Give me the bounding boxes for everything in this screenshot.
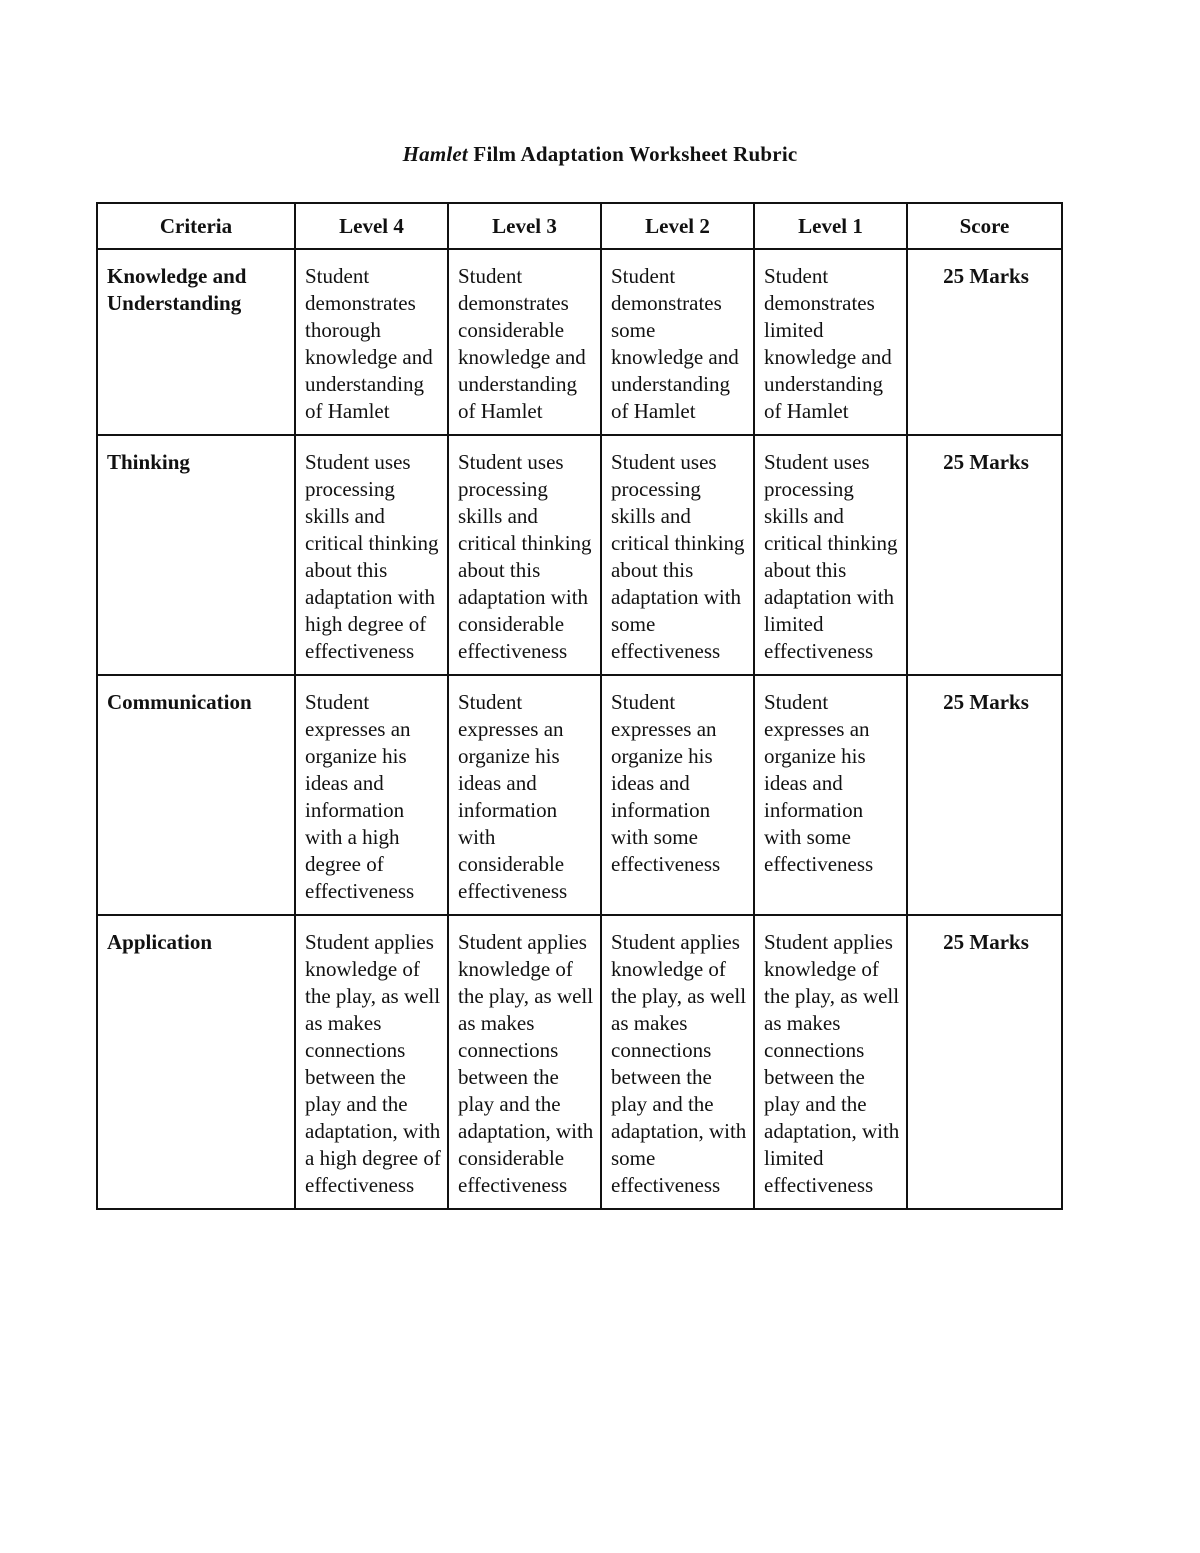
level-1-cell: Student uses processing skills and critical thinking about this adaptation with limited effectiveness — [754, 435, 907, 675]
header-level-1: Level 1 — [754, 203, 907, 249]
table-row — [97, 915, 1062, 1209]
header-level-2: Level 2 — [601, 203, 754, 249]
criteria-cell: Knowledge and Understanding — [97, 249, 295, 435]
score-cell: 25 Marks — [907, 249, 1062, 435]
criteria-cell: Application — [97, 915, 295, 1209]
rubric-table — [96, 202, 1063, 1210]
table-row — [97, 675, 1062, 915]
header-row — [97, 203, 1062, 249]
level-2-cell: Student uses processing skills and critical thinking about this adaptation with some effectiveness — [601, 435, 754, 675]
score-cell: 25 Marks — [907, 915, 1062, 1209]
title-italic-part: Hamlet — [402, 142, 468, 166]
table-row — [97, 249, 1062, 435]
level-3-cell: Student applies knowledge of the play, as well as makes connections between the play and the adaptation, with considerable effectiveness — [448, 915, 601, 1209]
level-1-cell: Student demonstrates limited knowledge and understanding of Hamlet — [754, 249, 907, 435]
level-2-cell: Student applies knowledge of the play, as well as makes connections between the play and the adaptation, with some effectiveness — [601, 915, 754, 1209]
level-3-cell: Student expresses an organize his ideas and information with considerable effectiveness — [448, 675, 601, 915]
header-level-4: Level 4 — [295, 203, 448, 249]
level-3-cell: Student demonstrates considerable knowledge and understanding of Hamlet — [448, 249, 601, 435]
table-row — [97, 435, 1062, 675]
title-rest-part: Film Adaptation Worksheet Rubric — [467, 142, 798, 166]
document-title — [0, 142, 1200, 167]
level-1-cell: Student expresses an organize his ideas and information with some effectiveness — [754, 675, 907, 915]
level-4-cell: Student demonstrates thorough knowledge and understanding of Hamlet — [295, 249, 448, 435]
score-cell: 25 Marks — [907, 675, 1062, 915]
level-4-cell: Student applies knowledge of the play, as well as makes connections between the play and the adaptation, with a high degree of effectiveness — [295, 915, 448, 1209]
header-score: Score — [907, 203, 1062, 249]
criteria-cell: Thinking — [97, 435, 295, 675]
level-2-cell: Student expresses an organize his ideas and information with some effectiveness — [601, 675, 754, 915]
level-4-cell: Student uses processing skills and critical thinking about this adaptation with high degree of effectiveness — [295, 435, 448, 675]
score-cell: 25 Marks — [907, 435, 1062, 675]
level-3-cell: Student uses processing skills and critical thinking about this adaptation with considerable effectiveness — [448, 435, 601, 675]
header-level-3: Level 3 — [448, 203, 601, 249]
criteria-cell: Communication — [97, 675, 295, 915]
level-2-cell: Student demonstrates some knowledge and understanding of Hamlet — [601, 249, 754, 435]
level-1-cell: Student applies knowledge of the play, as well as makes connections between the play and the adaptation, with limited effectiveness — [754, 915, 907, 1209]
level-4-cell: Student expresses an organize his ideas and information with a high degree of effectiveness — [295, 675, 448, 915]
header-criteria: Criteria — [97, 203, 295, 249]
